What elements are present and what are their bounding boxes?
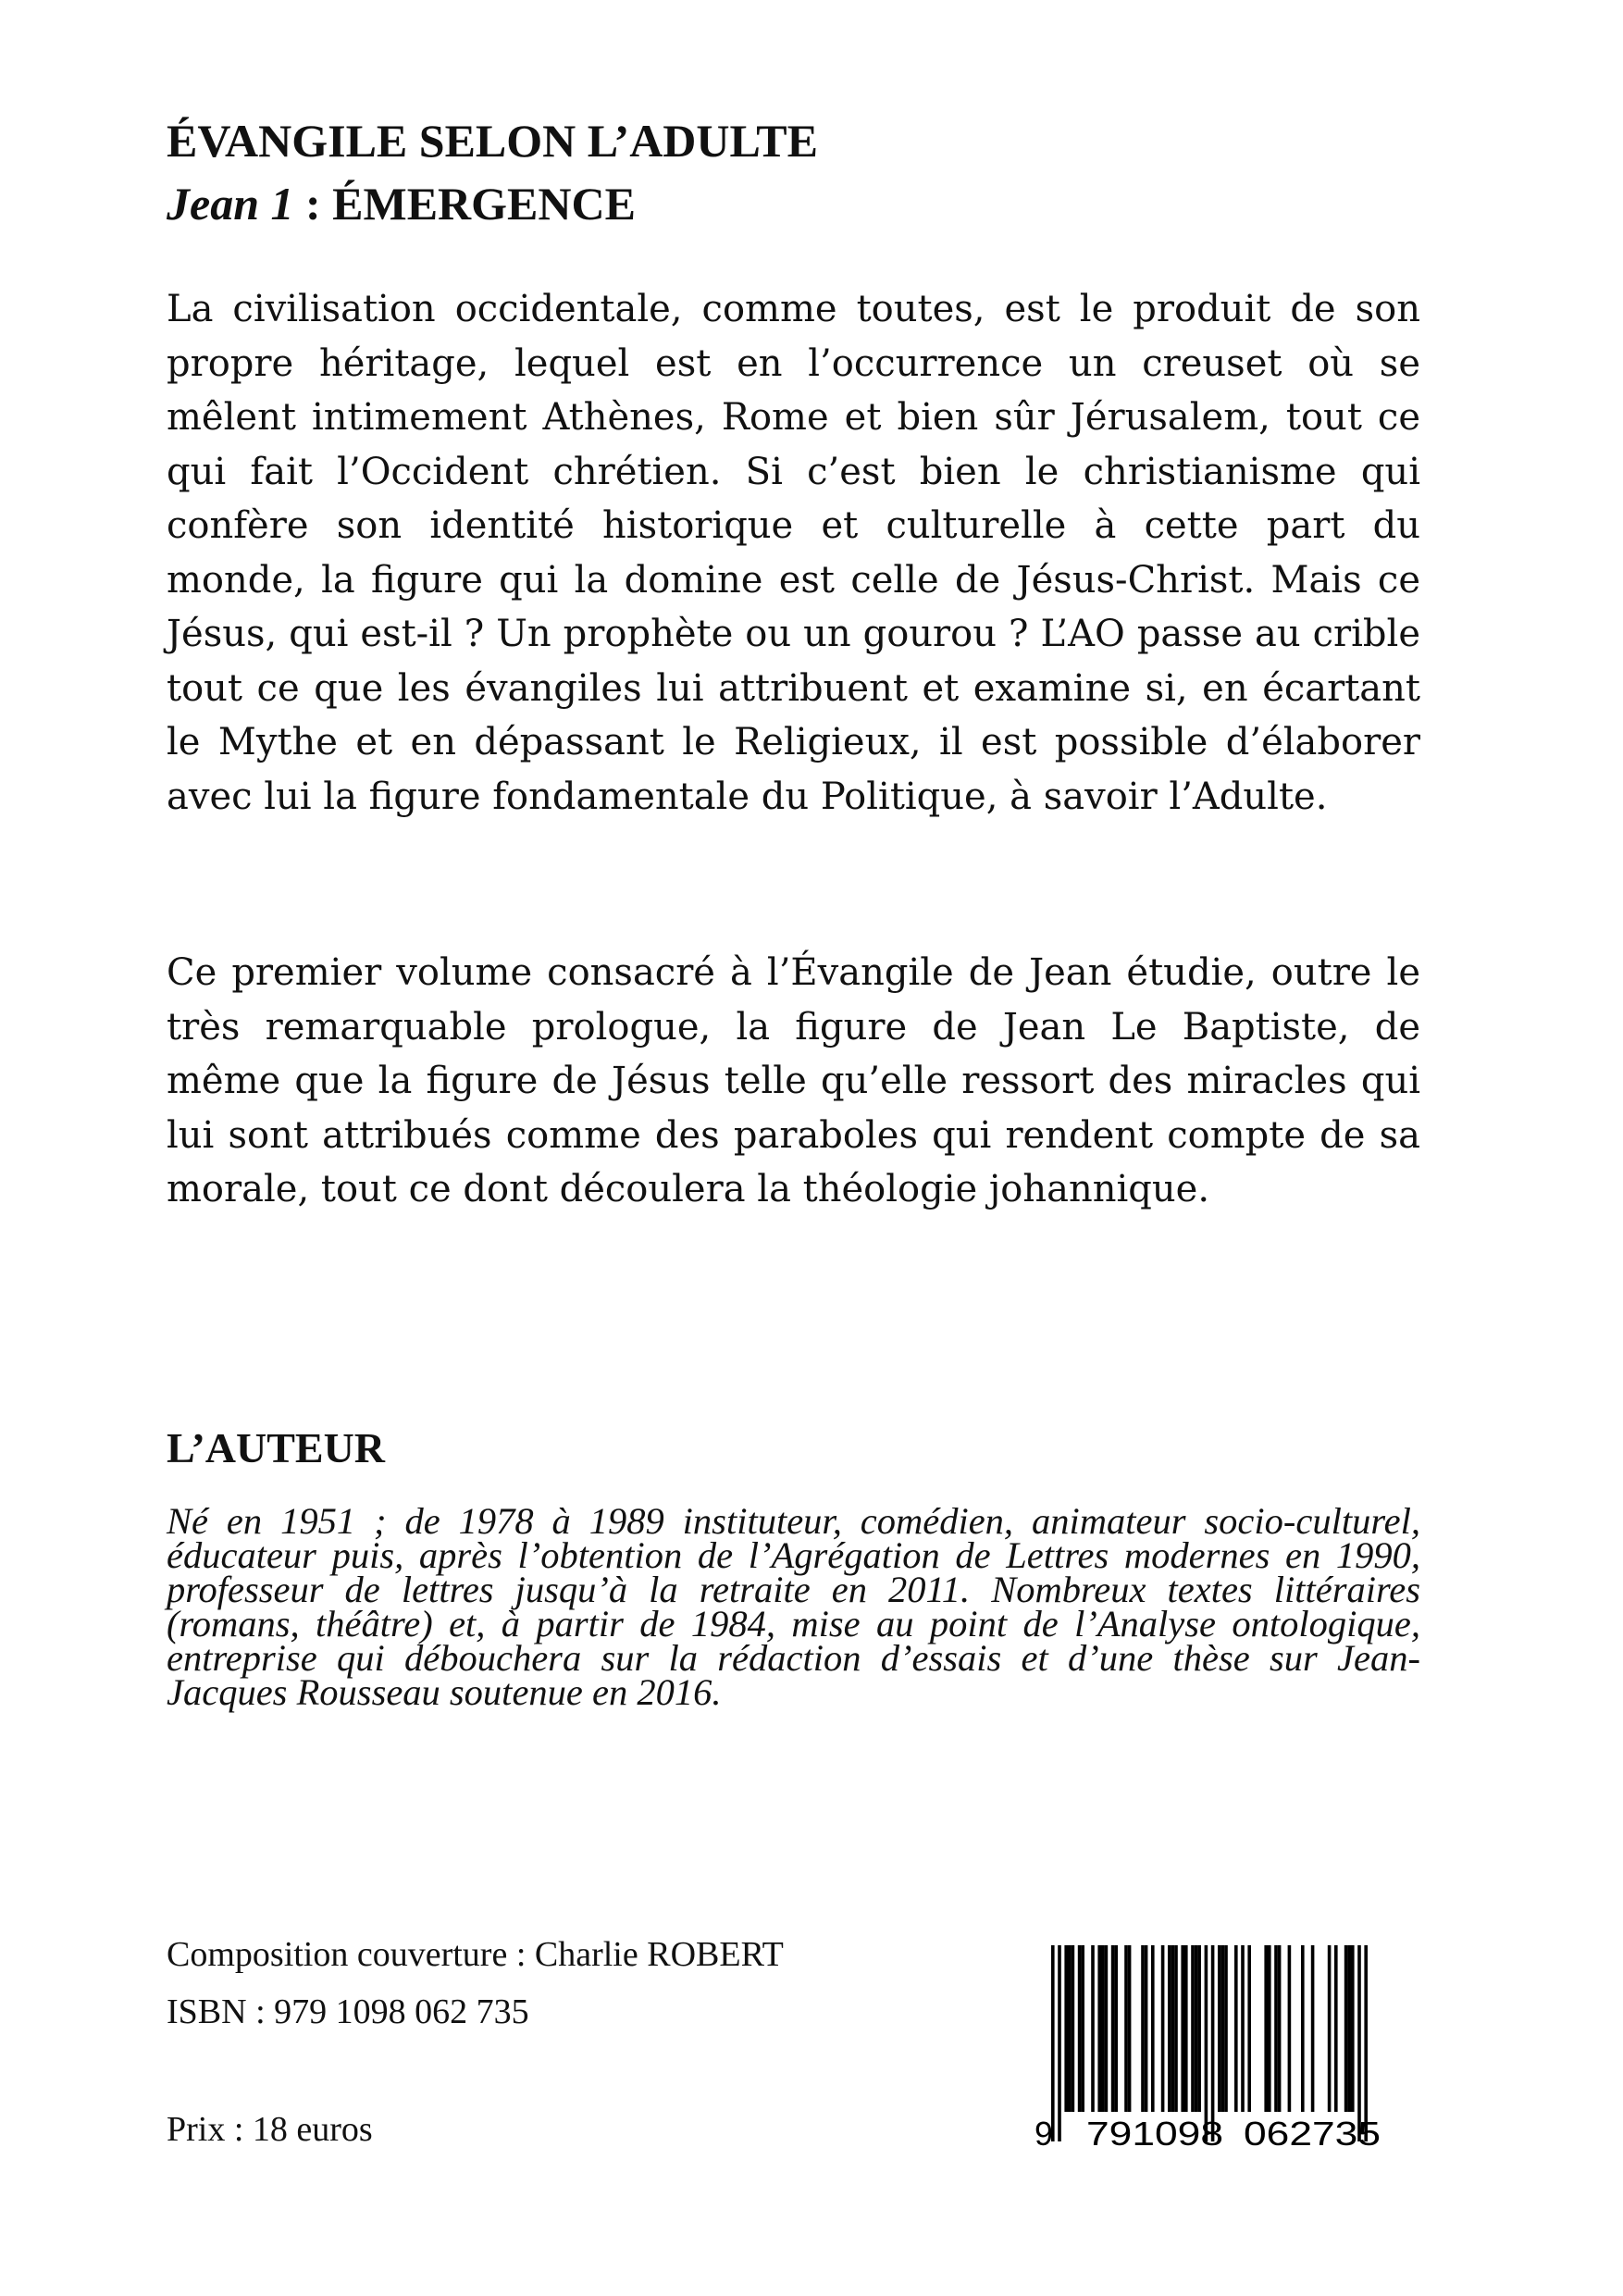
- barcode-guard-bar: [1364, 1945, 1368, 2141]
- barcode-bar: [1247, 1945, 1251, 2112]
- barcode-bar: [1241, 1945, 1245, 2112]
- author-heading: L’AUTEUR: [167, 1424, 386, 1471]
- barcode-bar: [1191, 1945, 1195, 2112]
- barcode-bar: [1218, 1945, 1221, 2112]
- barcode-bar: [1171, 1945, 1175, 2112]
- barcode-bar: [1168, 1945, 1171, 2112]
- barcode-bar: [1347, 1945, 1351, 2112]
- barcode-bar: [1114, 1945, 1118, 2112]
- title-line-2: [167, 172, 1462, 235]
- barcode-bar: [1184, 1945, 1188, 2112]
- barcode-lead-digit: 9: [1035, 2115, 1054, 2151]
- barcode-guard-bar: [1211, 1945, 1215, 2141]
- barcode-bar: [1221, 1945, 1225, 2112]
- barcode-bar: [1334, 1945, 1338, 2112]
- barcode-bar: [1195, 1945, 1198, 2112]
- barcode-bar: [1124, 1945, 1128, 2112]
- barcode-bar: [1197, 1945, 1201, 2112]
- barcode-bar: [1111, 1945, 1115, 2112]
- barcode-bar: [1101, 1945, 1105, 2112]
- barcode-bar: [1274, 1945, 1278, 2112]
- barcode-bar: [1234, 1945, 1238, 2112]
- barcode-guard-bar: [1357, 1945, 1361, 2141]
- barcode-bar: [1097, 1945, 1101, 2112]
- author-bio: Né en 1951 ; de 1978 à 1989 instituteur, comédien, animateur socio-culturel, éducateur puis, après l’obtention de l’Agrégation de Lettres modernes en 1990, professeur de lettres jusqu’à la retraite en 2011. Nombreux textes littéraires (romans, théâtre) et, à partir de 1984, mise au point de l’Analyse ontologique, entreprise qui débouchera sur la rédaction d’essais et d’une thèse sur Jean-Jacques Rousseau soutenue en 2016.: [167, 1500, 1420, 1713]
- cover-credit: Composition couverture : Charlie ROBERT: [167, 1935, 784, 1974]
- barcode-guard-bar: [1205, 1945, 1208, 2141]
- title-subtitle: : ÉMERGENCE: [293, 178, 636, 230]
- barcode-bar: [1264, 1945, 1268, 2112]
- barcode-bar: [1351, 1945, 1355, 2112]
- barcode-guard-bar: [1051, 1945, 1055, 2141]
- barcode-bar: [1301, 1945, 1305, 2112]
- barcode-bar: [1278, 1945, 1282, 2112]
- barcode-bar: [1145, 1945, 1148, 2112]
- summary-paragraph-1: La civilisation occidentale, comme toutes, est le produit de son propre héritage, lequel est en l’occurrence un creuset où se mêlent intimement Athènes, Rome et bien sûr Jérusalem, tout ce qui fait l’Occident chrétien. Si c’est bien le christianisme qui confère son identité historique et culturelle à cette part du monde, la figure qui la domine est celle de Jésus-Christ. Mais ce Jésus, qui est-il ? Un prophète ou un gourou ? L’AO passe au crible tout ce que les évangiles lui attribuent et examine si, en écartant le Mythe et en dépassant le Religieux, il est possible d’élaborer avec lui la figure fondamentale du Politique, à savoir l’Adulte.: [167, 288, 1420, 818]
- barcode-bar: [1161, 1945, 1165, 2112]
- barcode-left-digits: 791098: [1086, 2115, 1223, 2151]
- summary-paragraph-2: Ce premier volume consacré à l’Évangile de Jean étudie, outre le très remarquable prologue, la figure de Jean Le Baptiste, de même que la figure de Jésus telle qu’elle ressort des miracles qui lui sont attribués comme des paraboles qui rendent compte de sa morale, tout ce dont découlera la théologie johannique.: [167, 951, 1420, 1210]
- title-volume: Jean 1: [167, 178, 294, 230]
- barcode-bar: [1064, 1945, 1068, 2112]
- barcode-bars: [1051, 1945, 1368, 2141]
- barcode-right-digits: 062735: [1244, 2115, 1381, 2151]
- barcode-bar: [1091, 1945, 1095, 2112]
- isbn-barcode: [1029, 1945, 1390, 2151]
- title-line-1: ÉVANGILE SELON L’ADULTE: [167, 115, 818, 167]
- barcode-bar: [1128, 1945, 1132, 2112]
- barcode-bar: [1151, 1945, 1155, 2112]
- barcode-bar: [1068, 1945, 1072, 2112]
- book-title: [167, 109, 1462, 235]
- barcode-bar: [1224, 1945, 1228, 2112]
- barcode-bar: [1141, 1945, 1145, 2112]
- barcode-bar: [1072, 1945, 1075, 2112]
- barcode-bar: [1174, 1945, 1178, 2112]
- barcode-bar: [1268, 1945, 1271, 2112]
- barcode-bar: [1328, 1945, 1332, 2112]
- barcode-bar: [1344, 1945, 1348, 2112]
- price: Prix : 18 euros: [167, 2110, 373, 2149]
- barcode-guard-bar: [1058, 1945, 1061, 2141]
- barcode-bar: [1311, 1945, 1315, 2112]
- barcode-bar: [1081, 1945, 1084, 2112]
- barcode-bar: [1078, 1945, 1082, 2112]
- barcode-bar: [1105, 1945, 1109, 2112]
- isbn: ISBN : 979 1098 062 735: [167, 1992, 529, 2031]
- barcode-bar: [1288, 1945, 1292, 2112]
- barcode-bar: [1181, 1945, 1184, 2112]
